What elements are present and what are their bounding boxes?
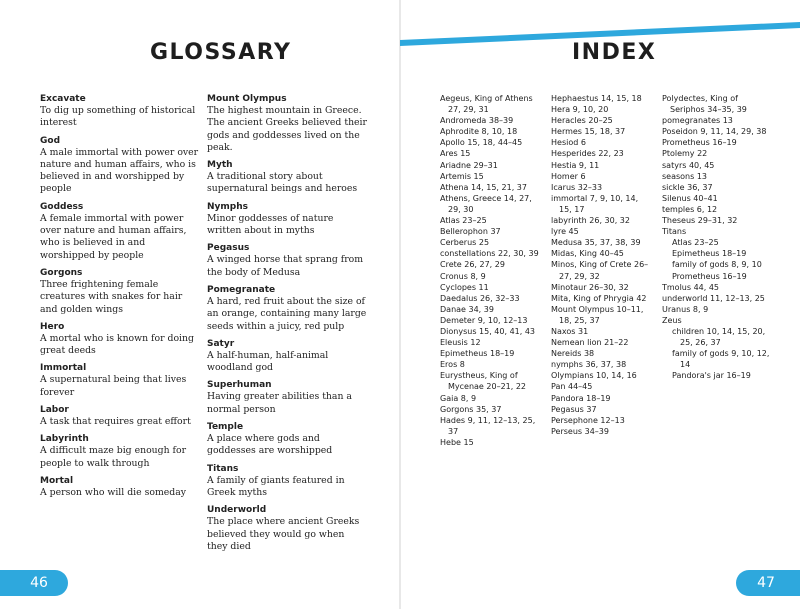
index-entry: Ptolemy 22 <box>662 149 708 159</box>
index-entry: constellations 22, 30, 39 <box>440 249 539 259</box>
glossary-term: Hero <box>40 321 65 332</box>
index-entry: Pandora 18–19 <box>551 393 611 403</box>
index-column-3 <box>662 93 774 381</box>
index-entry: Poseidon 9, 11, 14, 29, 38 <box>662 127 767 137</box>
index-entry: pomegranates 13 <box>662 116 733 126</box>
glossary-column-1 <box>40 93 200 499</box>
glossary-definition: A traditional story about supernatural beings and heroes <box>207 171 358 195</box>
page-number-right: 47 <box>757 575 775 591</box>
glossary-definition: The highest mountain in Greece. The ancient Greeks believed their gods and goddesses lived on the peak. <box>207 105 367 153</box>
index-entry: Crete 26, 27, 29 <box>440 260 505 270</box>
index-entry: Eurystheus, King of Mycenae 20–21, 22 <box>440 371 527 392</box>
index-entry: Hades 9, 11, 12–13, 25, 37 <box>440 415 536 436</box>
glossary-definition: Three frightening female creatures with snakes for hair and golden wings <box>40 278 183 315</box>
index-entry: Naxos 31 <box>551 326 589 336</box>
index-subentry: Prometheus 16–19 <box>672 271 747 281</box>
index-subentry: Epimetheus 18–19 <box>672 249 747 259</box>
index-entry: Hesperides 22, 23 <box>551 149 624 159</box>
glossary-definition: A supernatural being that lives forever <box>40 374 187 398</box>
index-entry: Dionysus 15, 40, 41, 43 <box>440 326 536 336</box>
index-entry: Demeter 9, 10, 12–13 <box>440 315 528 325</box>
index-entry: Hebe 15 <box>440 437 474 447</box>
glossary-definition: A male immortal with power over nature and human affairs, who is believed in and worshipped by people <box>40 146 199 195</box>
index-entry: Uranus 8, 9 <box>662 304 709 314</box>
glossary-definition: Having greater abilities than a normal person <box>207 391 352 415</box>
glossary-definition: To dig up something of historical interest <box>40 105 196 129</box>
index-subentry: children 10, 14, 15, 20, 25, 26, 37 <box>672 326 766 348</box>
index-entry: labyrinth 26, 30, 32 <box>551 216 630 226</box>
index-column-2 <box>551 93 651 437</box>
index-entry: lyre 45 <box>551 227 579 237</box>
glossary-term: Excavate <box>40 94 86 104</box>
index-entry: Prometheus 16–19 <box>662 138 737 148</box>
glossary-definition: A half-human, half-animal woodland god <box>207 349 329 374</box>
glossary-term: Mortal <box>40 475 74 486</box>
index-entry: Atlas 23–25 <box>440 216 487 226</box>
index-entry: Minotaur 26–30, 32 <box>551 282 629 292</box>
index-entry: Aegeus, King of Athens 27, 29, 31 <box>440 94 533 115</box>
index-entry: Hephaestus 14, 15, 18 <box>551 94 642 103</box>
index-entry: Persephone 12–13 <box>551 415 625 425</box>
index-entry: satyrs 40, 45 <box>662 160 715 170</box>
glossary-term: Pomegranate <box>207 284 276 295</box>
index-entry: Pegasus 37 <box>551 404 597 414</box>
page-number-left: 46 <box>30 575 48 591</box>
glossary-definition: A female immortal with power over nature and human affairs, who is believed in and worshipped by people <box>40 212 187 261</box>
index-subentry: family of gods 8, 9, 10 <box>672 260 762 270</box>
glossary-term: Mount Olympus <box>207 94 287 104</box>
index-entry: Hestia 9, 11 <box>551 160 600 170</box>
index-entry: Icarus 32–33 <box>551 182 603 192</box>
index-entry: Gaia 8, 9 <box>440 393 477 403</box>
index-entry: Nemean lion 21–22 <box>551 338 629 348</box>
index-entry: Aphrodite 8, 10, 18 <box>440 127 518 137</box>
glossary-definition: A difficult maze big enough for people to walk through <box>40 445 187 469</box>
glossary-column-2 <box>207 93 367 553</box>
index-entry: Eros 8 <box>440 360 465 370</box>
index-entry: underworld 11, 12–13, 25 <box>662 293 765 303</box>
index-entry: Ares 15 <box>440 149 471 159</box>
index-subentry: Atlas 23–25 <box>672 238 719 248</box>
index-entry: Mount Olympus 10–11, 18, 25, 37 <box>551 304 644 325</box>
glossary-term: Labor <box>40 405 69 416</box>
index-entry: Cyclopes 11 <box>440 282 489 292</box>
index-entry: Olympians 10, 14, 16 <box>551 371 637 381</box>
page-divider <box>399 0 401 609</box>
glossary-term: Labyrinth <box>40 434 89 445</box>
index-entry: Eleusis 12 <box>440 338 481 348</box>
index-entry: Medusa 35, 37, 38, 39 <box>551 238 641 248</box>
glossary-term: Goddess <box>40 201 84 212</box>
glossary-heading: GLOSSARY <box>150 40 292 65</box>
index-subentry: Pandora's jar 16–19 <box>672 371 751 381</box>
index-entry: Homer 6 <box>551 171 586 181</box>
glossary-definition: A winged horse that sprang from the body of Medusa <box>207 254 364 278</box>
glossary-definition: Minor goddesses of nature written about in myths <box>207 212 334 237</box>
glossary-definition: A task that requires great effort <box>40 416 191 428</box>
index-entry: Pan 44–45 <box>551 382 593 392</box>
index-entry: sickle 36, 37 <box>662 182 713 192</box>
index-entry: Athena 14, 15, 21, 37 <box>440 182 527 192</box>
index-entry: Tmolus 44, 45 <box>662 282 720 292</box>
index-entry: Mita, King of Phrygia 42 <box>551 293 647 303</box>
page-number-tab-right <box>736 570 800 596</box>
index-entry: Andromeda 38–39 <box>440 116 514 126</box>
index-entry: Daedalus 26, 32–33 <box>440 293 520 303</box>
index-entry: Hera 9, 10, 20 <box>551 105 609 115</box>
index-entry: Heracles 20–25 <box>551 116 613 126</box>
glossary-definition: A mortal who is known for doing great deeds <box>40 332 194 357</box>
glossary-term: Gorgons <box>40 267 83 278</box>
glossary-term: Underworld <box>207 505 267 516</box>
glossary-term: Immortal <box>40 363 87 374</box>
glossary-term: Titans <box>207 463 239 474</box>
index-entry: Perseus 34–39 <box>551 426 609 436</box>
index-entry: Epimetheus 18–19 <box>440 349 515 359</box>
glossary-term: Myth <box>207 160 233 171</box>
index-entry: temples 6, 12 <box>662 204 718 214</box>
index-entry: Apollo 15, 18, 44–45 <box>440 138 523 148</box>
index-entry: Artemis 15 <box>440 171 484 181</box>
glossary-definition: The place where ancient Greeks believed they would go when they died <box>207 516 360 552</box>
index-entry: nymphs 36, 37, 38 <box>551 360 627 370</box>
index-entry: Gorgons 35, 37 <box>440 404 502 414</box>
index-entry: Zeus <box>662 315 682 325</box>
index-entry: Silenus 40–41 <box>662 193 718 203</box>
index-column-1 <box>440 93 540 448</box>
index-entry: Ariadne 29–31 <box>440 160 498 170</box>
index-entry: Hesiod 6 <box>551 138 586 148</box>
index-entry: Titans <box>662 227 687 237</box>
index-entry: Athens, Greece 14, 27, 29, 30 <box>440 193 532 214</box>
index-entry: immortal 7, 9, 10, 14, 15, 17 <box>551 193 639 214</box>
glossary-definition: A family of giants featured in Greek myths <box>207 474 345 498</box>
index-entry: Theseus 29–31, 32 <box>662 216 738 226</box>
page-number-tab-left <box>0 570 68 596</box>
index-entry: Bellerophon 37 <box>440 227 501 237</box>
index-entry: seasons 13 <box>662 171 708 181</box>
glossary-definition: A place where gods and goddesses are worshipped <box>207 433 333 457</box>
glossary-term: Satyr <box>207 338 235 349</box>
glossary-definition: A person who will die someday <box>40 486 187 498</box>
glossary-definition: A hard, red fruit about the size of an orange, containing many large seeds within a juicy, red pulp <box>207 295 367 332</box>
glossary-term: Pegasus <box>207 243 250 254</box>
index-subentry: family of gods 9, 10, 12, 14 <box>672 349 770 370</box>
glossary-term: Superhuman <box>207 380 272 391</box>
index-entry: Midas, King 40–45 <box>551 249 624 259</box>
index-entry: Hermes 15, 18, 37 <box>551 127 626 137</box>
index-entry: Polydectes, King of Seriphos 34–35, 39 <box>662 94 747 115</box>
index-entry: Nereids 38 <box>551 349 595 359</box>
glossary-term: God <box>40 135 61 146</box>
index-entry: Minos, King of Crete 26–27, 29, 32 <box>551 260 649 281</box>
index-entry: Cerberus 25 <box>440 238 490 248</box>
glossary-term: Nymphs <box>207 201 248 212</box>
glossary-term: Temple <box>207 422 244 433</box>
index-heading: INDEX <box>572 40 657 65</box>
index-entry: Cronus 8, 9 <box>440 271 486 281</box>
index-entry: Danae 34, 39 <box>440 304 494 314</box>
